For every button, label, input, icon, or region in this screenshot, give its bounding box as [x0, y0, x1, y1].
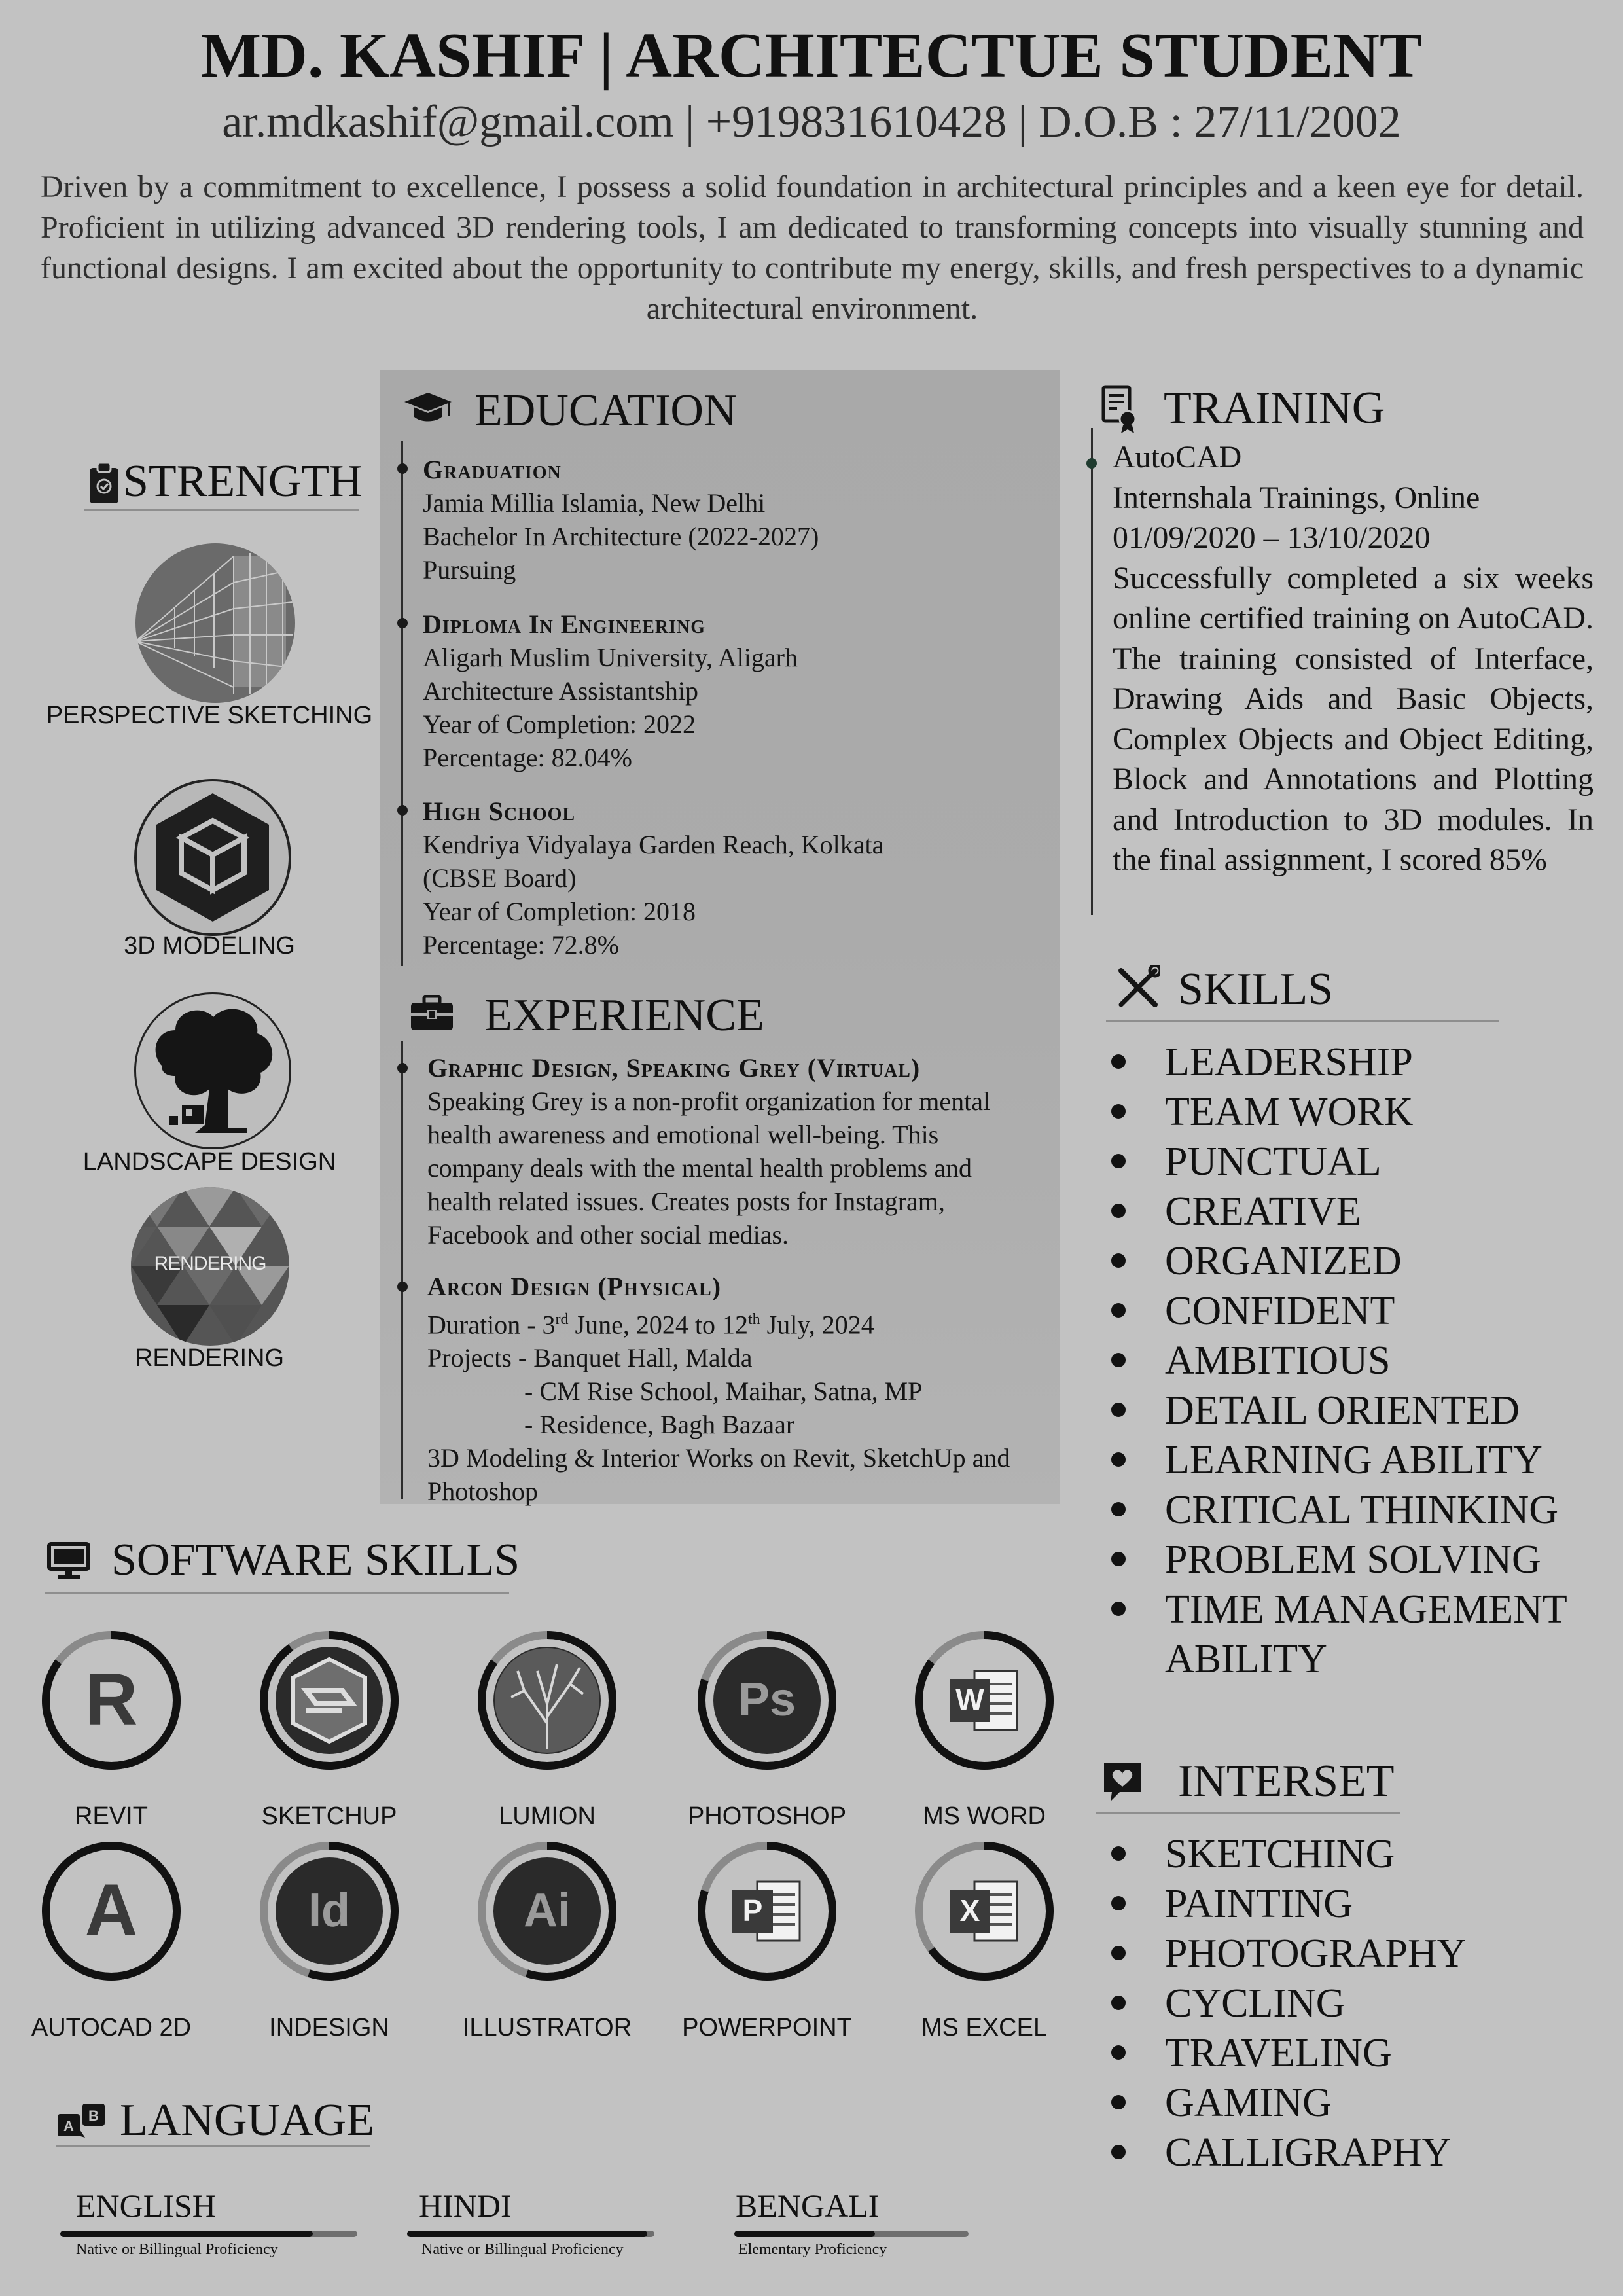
- training-dates: 01/09/2020 – 13/10/2020: [1113, 520, 1431, 555]
- interest-heading: INTERSET: [1178, 1756, 1395, 1806]
- timeline-dot: [1086, 458, 1097, 469]
- list-item: [1165, 2028, 1597, 2078]
- list-item: [1165, 1829, 1597, 1879]
- tools-icon: [1116, 965, 1160, 1010]
- list-item: [1165, 2078, 1597, 2128]
- software-item: [254, 1836, 404, 1986]
- revit-icon: [36, 1625, 187, 1776]
- language-hindi: [407, 2186, 656, 2259]
- logo-glyph: X: [959, 1893, 980, 1928]
- language-bar-fill: [407, 2231, 647, 2237]
- list-item: [1165, 1087, 1597, 1137]
- strength-label-landscape: LANDSCAPE DESIGN: [82, 1148, 336, 1175]
- interest-list: [1165, 1829, 1597, 2178]
- monitor-icon: [47, 1542, 90, 1580]
- education-entry-high-school: [423, 795, 1044, 961]
- language-english: [60, 2186, 361, 2259]
- skills-list: [1165, 1037, 1597, 1684]
- list-item: [1165, 1386, 1597, 1435]
- software-label: INDESIGN: [269, 2014, 389, 2041]
- list-item: [1165, 1879, 1597, 1929]
- lumion-icon: [472, 1625, 622, 1776]
- software-underline: [45, 1592, 509, 1594]
- language-name: HINDI: [419, 2187, 512, 2224]
- skill-label: TIME MANAGEMENT ABILITY: [1165, 1587, 1567, 1681]
- strength-label-perspective: PERSPECTIVE SKETCHING: [46, 702, 373, 729]
- education-line: Percentage: 72.8%: [423, 930, 619, 960]
- language-name: BENGALI: [736, 2187, 880, 2224]
- language-bar-track: [734, 2231, 969, 2237]
- interest-label: PAINTING: [1165, 1882, 1353, 1926]
- language-proficiency: Native or Billingual Proficiency: [421, 2241, 624, 2258]
- briefcase-icon: [410, 995, 454, 1031]
- experience-duration: [427, 1303, 1039, 1341]
- interest-label: CALLIGRAPHY: [1165, 2130, 1452, 2175]
- heart-message-icon: [1101, 1761, 1143, 1804]
- bullet: [1111, 1353, 1126, 1367]
- bullet: [1111, 1846, 1126, 1861]
- svg-text:B: B: [88, 2108, 99, 2124]
- software-label: MS WORD: [923, 1803, 1046, 1830]
- education-title: Diploma In Engineering: [423, 609, 706, 639]
- software-item: [472, 1625, 622, 1776]
- list-item: [1165, 1286, 1597, 1336]
- logo-glyph: W: [955, 1683, 984, 1717]
- list-item: [1165, 1535, 1597, 1585]
- experience-entry-speaking-grey: [427, 1051, 1039, 1251]
- tree-house-icon: [134, 992, 291, 1149]
- bullet: [1111, 1502, 1126, 1516]
- translate-icon: [56, 2102, 106, 2142]
- education-line: Year of Completion: 2018: [423, 897, 696, 926]
- software-item: [692, 1836, 842, 1986]
- language-bar-fill: [734, 2231, 875, 2237]
- education-entry-diploma: [423, 607, 1044, 774]
- software-label: REVIT: [75, 1803, 148, 1830]
- bullet: [1111, 1204, 1126, 1218]
- ms-word-icon: [909, 1625, 1060, 1776]
- skill-label: CONFIDENT: [1165, 1289, 1395, 1333]
- duration-superscript: th: [747, 1311, 760, 1328]
- ms-excel-icon: [909, 1836, 1060, 1986]
- logo-glyph: Ps: [738, 1674, 796, 1726]
- bullet: [1111, 1552, 1126, 1566]
- language-name: ENGLISH: [76, 2187, 216, 2224]
- experience-project: Projects - Banquet Hall, Malda: [427, 1343, 753, 1373]
- strength-heading: STRENGTH: [123, 456, 363, 507]
- bullet: [1111, 1253, 1126, 1268]
- language-bar-track: [407, 2231, 654, 2237]
- bullet: [1111, 1996, 1126, 2010]
- bullet: [1111, 1896, 1126, 1910]
- timeline-dot: [397, 1282, 408, 1292]
- training-course: AutoCAD: [1113, 440, 1242, 475]
- bullet: [1111, 1602, 1126, 1616]
- skill-label: CREATIVE: [1165, 1189, 1361, 1234]
- experience-timeline: [401, 1041, 403, 1499]
- logo-glyph: A: [84, 1869, 138, 1951]
- software-label: LUMION: [499, 1803, 596, 1830]
- software-item: [909, 1836, 1060, 1986]
- strength-label-rendering: RENDERING: [134, 1344, 285, 1372]
- education-line: (CBSE Board): [423, 863, 577, 893]
- list-item: [1165, 1929, 1597, 1979]
- list-item: [1165, 1037, 1597, 1087]
- sketchup-icon: [254, 1625, 404, 1776]
- experience-project: - CM Rise School, Maihar, Satna, MP: [524, 1376, 923, 1407]
- timeline-dot: [397, 618, 408, 628]
- rendering-icon: [131, 1187, 289, 1346]
- experience-title: Graphic Design, Speaking Grey (Virtual): [427, 1053, 921, 1083]
- logo-glyph: Id: [308, 1884, 350, 1937]
- duration-text: June, 2024 to 12: [568, 1310, 748, 1340]
- education-line: Percentage: 82.04%: [423, 743, 632, 772]
- skill-label: PROBLEM SOLVING: [1165, 1537, 1541, 1582]
- education-title: High School: [423, 797, 576, 826]
- bullet: [1111, 1303, 1126, 1318]
- profile-summary: Driven by a commitment to excellence, I possess a solid foundation in architectural principles and a keen eye for detail. Proficient in utilizing advanced 3D rendering tools, I am dedicated to transforming concepts into visually stunning and functional designs. I am excited about the opportunity to contribute my energy, skills, and fresh perspectives to a dynamic architectural environment.: [41, 170, 1584, 326]
- software-label: POWERPOINT: [682, 2014, 852, 2041]
- education-experience-panel: [380, 370, 1060, 1507]
- interest-label: GAMING: [1165, 2081, 1332, 2125]
- training-entry: [1113, 437, 1594, 880]
- logo-glyph: Ai: [524, 1884, 571, 1937]
- bullet: [1111, 2095, 1126, 2109]
- software-grid: [0, 1623, 1073, 2042]
- bullet: [1111, 1104, 1126, 1119]
- list-item: [1165, 1336, 1597, 1386]
- software-label: SKETCHUP: [261, 1803, 397, 1830]
- skills-underline: [1106, 1020, 1499, 1022]
- education-line: Architecture Assistantship: [423, 676, 699, 706]
- svg-text:A: A: [63, 2118, 74, 2134]
- rendering-image-text: RENDERING: [154, 1253, 266, 1274]
- duration-text: July, 2024: [760, 1310, 874, 1340]
- software-item: [909, 1625, 1060, 1776]
- interest-label: CYCLING: [1165, 1981, 1346, 2026]
- skill-label: PUNCTUAL: [1165, 1139, 1382, 1184]
- list-item: [1165, 1435, 1597, 1485]
- skill-label: TEAM WORK: [1165, 1090, 1414, 1134]
- bullet: [1111, 1452, 1126, 1467]
- list-item: [1165, 1585, 1597, 1684]
- experience-title: Arcon Design (Physical): [427, 1272, 722, 1301]
- education-line: Bachelor In Architecture (2022-2027): [423, 522, 819, 551]
- logo-glyph: R: [84, 1659, 138, 1740]
- education-timeline: [401, 441, 403, 966]
- photoshop-icon: [692, 1625, 842, 1776]
- education-entry-graduation: [423, 453, 1044, 586]
- software-label: AUTOCAD 2D: [31, 2014, 192, 2041]
- skill-label: CRITICAL THINKING: [1165, 1488, 1558, 1532]
- experience-entry-arcon: [427, 1270, 1039, 1508]
- powerpoint-icon: [692, 1836, 842, 1986]
- resume-title: MD. KASHIF | ARCHITECTUE STUDENT: [200, 20, 1423, 91]
- timeline-dot: [397, 805, 408, 816]
- logo-glyph: P: [742, 1893, 763, 1928]
- software-item: [254, 1625, 404, 1776]
- skill-label: LEARNING ABILITY: [1165, 1438, 1543, 1482]
- bullet: [1111, 2145, 1126, 2159]
- bullet: [1111, 2045, 1126, 2060]
- software-label: PHOTOSHOP: [687, 1803, 847, 1830]
- experience-project: - Residence, Bagh Bazaar: [524, 1410, 795, 1440]
- bullet: [1111, 1054, 1126, 1069]
- perspective-sketch-icon: [135, 543, 295, 703]
- timeline-dot: [397, 463, 408, 474]
- training-heading: TRAINING: [1164, 383, 1385, 433]
- software-item: [472, 1836, 622, 1986]
- autocad-icon: [36, 1836, 187, 1986]
- training-timeline: [1091, 428, 1093, 915]
- language-bengali: [734, 2186, 970, 2259]
- timeline-dot: [397, 1063, 408, 1073]
- software-heading: SOFTWARE SKILLS: [111, 1535, 520, 1585]
- training-provider: Internshala Trainings, Online: [1113, 480, 1480, 515]
- skill-label: AMBITIOUS: [1165, 1338, 1391, 1383]
- interest-label: TRAVELING: [1165, 2031, 1392, 2075]
- certificate-icon: [1101, 385, 1139, 435]
- interest-label: SKETCHING: [1165, 1832, 1395, 1876]
- indesign-icon: [254, 1836, 404, 1986]
- illustrator-icon: [472, 1836, 622, 1986]
- education-title: Graduation: [423, 455, 562, 484]
- skill-label: ORGANIZED: [1165, 1239, 1402, 1283]
- skills-heading: SKILLS: [1178, 964, 1334, 1014]
- interest-underline: [1096, 1812, 1400, 1814]
- list-item: [1165, 1236, 1597, 1286]
- software-item: [36, 1625, 187, 1776]
- skill-label: LEADERSHIP: [1165, 1040, 1413, 1085]
- list-item: [1165, 1137, 1597, 1187]
- education-line: Year of Completion: 2022: [423, 709, 696, 739]
- language-proficiency: Elementary Proficiency: [738, 2241, 887, 2258]
- experience-closing: 3D Modeling & Interior Works on Revit, SketchUp and Photoshop: [427, 1443, 1010, 1507]
- bullet: [1111, 1946, 1126, 1960]
- education-line: Aligarh Muslim University, Aligarh: [423, 643, 798, 672]
- education-line: Pursuing: [423, 555, 516, 584]
- language-bar-track: [60, 2231, 357, 2237]
- bullet: [1111, 1403, 1126, 1417]
- interest-label: PHOTOGRAPHY: [1165, 1931, 1467, 1976]
- list-item: [1165, 1485, 1597, 1535]
- strength-section: [39, 452, 380, 1381]
- software-label: ILLUSTRATOR: [462, 2014, 632, 2041]
- software-item: [692, 1625, 842, 1776]
- contact-line: ar.mdkashif@gmail.com | +919831610428 | D.O.B : 27/11/2002: [222, 97, 1401, 147]
- list-item: [1165, 1979, 1597, 2028]
- experience-description: Speaking Grey is a non-profit organization for mental health awareness and emotional well-being. This company deals with the mental health problems and health related issues. Creates posts for Instagram, Facebook and other social medias.: [427, 1086, 991, 1249]
- education-line: Kendriya Vidyalaya Garden Reach, Kolkata: [423, 830, 884, 859]
- clipboard-icon: [88, 461, 120, 505]
- list-item: [1165, 1187, 1597, 1236]
- education-line: Jamia Millia Islamia, New Delhi: [423, 488, 766, 518]
- education-heading: EDUCATION: [474, 386, 737, 436]
- software-item: [36, 1836, 187, 1986]
- software-label: MS EXCEL: [921, 2014, 1048, 2041]
- strength-label-3d-modeling: 3D MODELING: [124, 932, 295, 960]
- language-proficiency: Native or Billingual Proficiency: [76, 2241, 278, 2258]
- experience-heading: EXPERIENCE: [484, 990, 764, 1041]
- cube-icon: [134, 779, 291, 936]
- strength-underline: [84, 509, 359, 511]
- duration-text: Duration - 3: [427, 1310, 556, 1340]
- training-description: Successfully completed a six weeks online certified training on AutoCAD. The training consisted of Interface, Drawing Aids and Basic Objects, Complex Objects and Object Editing, Block and Annotations and Plotting and Introduction to 3D modules. In the final assignment, I scored 85%: [1113, 560, 1594, 877]
- language-underline: [56, 2145, 370, 2147]
- language-heading: LANGUAGE: [120, 2095, 374, 2145]
- duration-superscript: rd: [555, 1311, 569, 1328]
- bullet: [1111, 1154, 1126, 1168]
- skill-label: DETAIL ORIENTED: [1165, 1388, 1520, 1433]
- graduation-cap-icon: [403, 390, 453, 427]
- list-item: [1165, 2128, 1597, 2178]
- language-bar-fill: [60, 2231, 313, 2237]
